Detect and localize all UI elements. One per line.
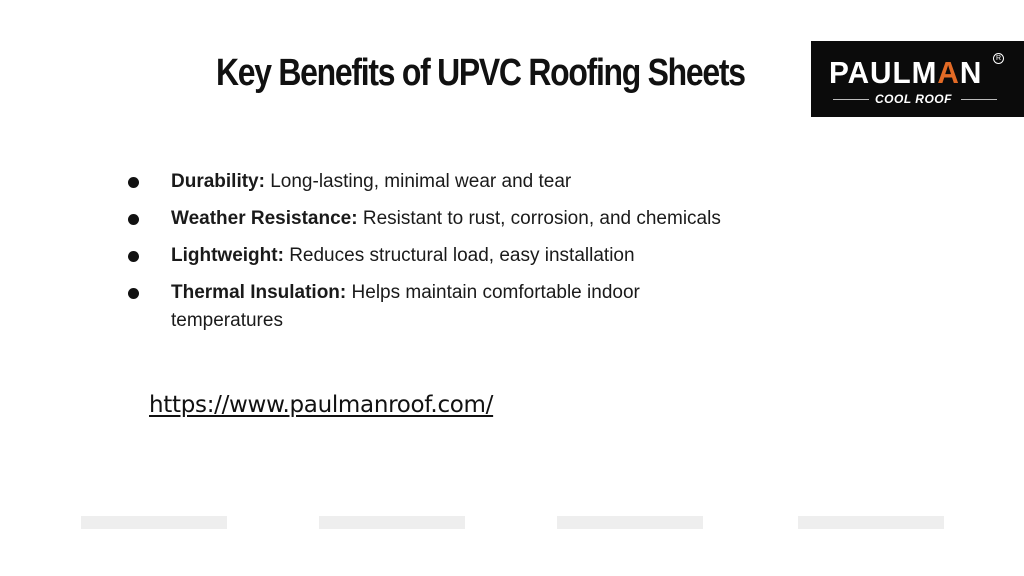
registered-mark-icon: R bbox=[993, 53, 1004, 64]
benefit-label: Durability: bbox=[171, 171, 265, 192]
benefit-text: Long-lasting, minimal wear and tear bbox=[264, 171, 572, 192]
footer-bar-3 bbox=[557, 516, 703, 529]
footer-bar-2 bbox=[319, 516, 465, 529]
benefit-text: Resistant to rust, corrosion, and chemicals bbox=[357, 208, 721, 229]
benefit-text: Helps maintain comfortable indoor temperatures bbox=[171, 282, 640, 331]
logo-divider-right bbox=[961, 99, 997, 100]
page-title: Key Benefits of UPVC Roofing Sheets bbox=[216, 52, 745, 94]
benefit-label: Thermal Insulation: bbox=[171, 282, 347, 303]
logo-wordmark: PAULMAN bbox=[829, 55, 983, 90]
list-item bbox=[126, 205, 726, 233]
footer-bar-4 bbox=[798, 516, 944, 529]
logo-divider-left bbox=[833, 99, 869, 100]
benefit-label: Weather Resistance: bbox=[171, 208, 358, 229]
brand-logo bbox=[811, 41, 1024, 117]
benefit-label: Lightweight: bbox=[171, 245, 284, 266]
benefit-text: Reduces structural load, easy installation bbox=[283, 245, 635, 266]
logo-accent-letter: A bbox=[937, 55, 960, 90]
bullet-icon bbox=[128, 177, 139, 188]
footer-bar-1 bbox=[81, 516, 227, 529]
logo-tagline: COOL ROOF bbox=[875, 92, 952, 106]
benefits-list bbox=[126, 168, 726, 344]
bullet-icon bbox=[128, 288, 139, 299]
bullet-icon bbox=[128, 214, 139, 225]
list-item bbox=[126, 242, 726, 270]
list-item bbox=[126, 168, 726, 196]
website-link[interactable]: https://www.paulmanroof.com/ bbox=[149, 392, 494, 418]
list-item bbox=[126, 279, 726, 335]
bullet-icon bbox=[128, 251, 139, 262]
